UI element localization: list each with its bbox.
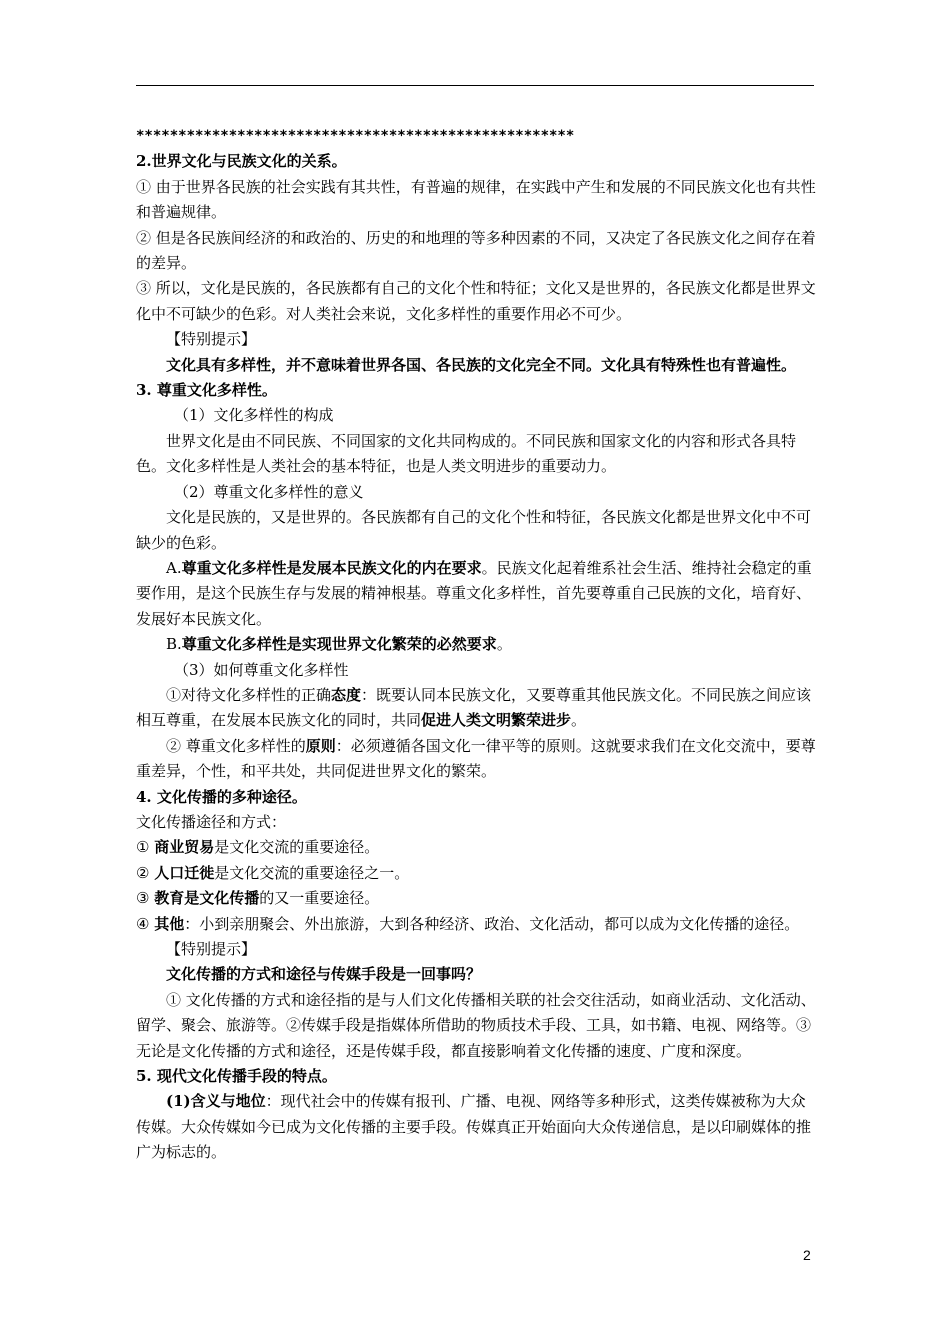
- text-run: 是文化交流的重要途径之一。: [214, 863, 410, 882]
- bold-text: 态度: [331, 685, 362, 704]
- paragraph: [136, 835, 816, 860]
- paragraph: ① 文化传播的方式和途径指的是与人们文化传播相关联的社会交往活动，如商业活动、文化活动、留学、聚会、旅游等。②传媒手段是指媒体所借助的物质技术手段、工具，如书籍、电视、网络等。③无论是文化传播的方式和途径，还是传媒手段，都直接影响着文化传播的速度、广度和深度。: [136, 990, 816, 1060]
- paragraph: ① 由于世界各民族的社会实践有其共性，有普遍的规律，在实践中产生和发展的不同民族文化也有共性和普遍规律。: [136, 177, 816, 222]
- header-rule: [136, 85, 814, 86]
- paragraph: [136, 912, 816, 937]
- paragraph: 文化是民族的，又是世界的。各民族都有自己的文化个性和特征，各民族文化都是世界文化中不可缺少的色彩。: [136, 508, 812, 552]
- paragraph: 3. 尊重文化多样性。: [136, 381, 277, 400]
- paragraph: [136, 1089, 816, 1165]
- paragraph: （2）尊重文化多样性的意义: [174, 482, 364, 501]
- paragraph: [136, 632, 816, 657]
- bold-text: 尊重文化多样性是发展本民族文化的内在要求: [181, 558, 482, 577]
- paragraph: [136, 683, 816, 734]
- text-run: A.: [166, 558, 182, 577]
- text-run: ：必须遵循各国文化一律平等的原则。这就要求我们在文化交流中，要尊重差异，个性，和平共处，共同促进世界文化的繁荣。: [136, 736, 816, 781]
- text-run: 。民族文化起着维系社会生活、维持社会稳定的重要作用，是这个民族生存与发展的精神根基。尊重文化多样性，首先要尊重自己民族的文化，培育好、发展好本民族文化。: [136, 558, 812, 628]
- paragraph: 4. 文化传播的多种途径。: [136, 787, 307, 806]
- bold-text: 促进人类文明繁荣进步: [421, 711, 572, 730]
- bold-text: 人口迁徙: [154, 863, 215, 882]
- text-run: ③: [136, 889, 155, 908]
- bold-text: (1)含义与地位: [166, 1092, 266, 1111]
- text-run: ② 尊重文化多样性的: [166, 736, 306, 755]
- text-run: ：小到亲朋聚会、外出旅游，大到各种经济、政治、文化活动，都可以成为文化传播的途径。: [184, 914, 800, 933]
- paragraph: 文化传播途径和方式：: [136, 812, 287, 831]
- separator-stars: ****************************************************: [136, 128, 575, 144]
- text-run: ：既要认同本民族文化，又要尊重其他民族文化。不同民族之间应该相互尊重，在发展本民族文化的同时，共同: [136, 685, 812, 730]
- paragraph: [136, 886, 816, 911]
- bold-text: 其他: [154, 914, 185, 933]
- bold-text: 原则: [305, 736, 336, 755]
- paragraph: （1）文化多样性的构成: [174, 406, 334, 425]
- paragraph: 5. 现代文化传播手段的特点。: [136, 1067, 337, 1086]
- bold-text: 尊重文化多样性是实现世界文化繁荣的必然要求: [181, 635, 497, 654]
- paragraph: （3）如何尊重文化多样性: [174, 660, 349, 679]
- paragraph: ③ 所以，文化是民族的，各民族都有自己的文化个性和特征；文化又是世界的，各民族文化都是世界文化中不可缺少的色彩。对人类社会来说，文化多样性的重要作用必不可少。: [136, 279, 816, 323]
- paragraph: ② 但是各民族间经济的和政治的、历史的和地理的等多种因素的不同，又决定了各民族文化之间存在着的差异。: [136, 228, 816, 273]
- paragraph: 文化具有多样性，并不意味着世界各国、各民族的文化完全不同。文化具有特殊性也有普遍性。: [166, 355, 797, 374]
- paragraph: [136, 734, 816, 785]
- page-number: 2: [803, 1247, 811, 1263]
- text-run: ：现代社会中的传媒有报刊、广播、电视、网络等多种形式，这类传媒被称为大众传媒。大众传媒如今已成为文化传播的主要手段。传媒真正开始面向大众传递信息，是以印刷媒体的推广为标志的。: [136, 1092, 812, 1162]
- text-run: 是文化交流的重要途径。: [214, 838, 380, 857]
- text-run: 。: [496, 635, 512, 654]
- paragraph: [136, 556, 816, 632]
- paragraph: 世界文化是由不同民族、不同国家的文化共同构成的。不同民族和国家文化的内容和形式各具特色。文化多样性是人类社会的基本特征，也是人类文明进步的重要动力。: [136, 431, 797, 476]
- paragraph: 2.世界文化与民族文化的关系。: [136, 152, 347, 171]
- paragraph: 【特别提示】: [166, 330, 257, 349]
- text-run: ④: [136, 914, 155, 933]
- text-run: B.: [166, 635, 182, 654]
- paragraph: 文化传播的方式和途径与传媒手段是一回事吗？: [166, 965, 482, 984]
- paragraph: 【特别提示】: [166, 940, 257, 958]
- document-lines: [136, 149, 816, 1165]
- text-run: 。: [571, 711, 587, 730]
- text-run: ②: [136, 863, 155, 882]
- text-run: ①: [136, 838, 155, 857]
- document-body: [136, 124, 816, 1166]
- text-run: ①对待文化多样性的正确: [166, 685, 332, 704]
- bold-text: 商业贸易: [154, 838, 215, 857]
- bold-text: 教育是文化传播: [154, 889, 260, 908]
- paragraph: [136, 861, 816, 886]
- text-run: 的又一重要途径。: [259, 889, 380, 908]
